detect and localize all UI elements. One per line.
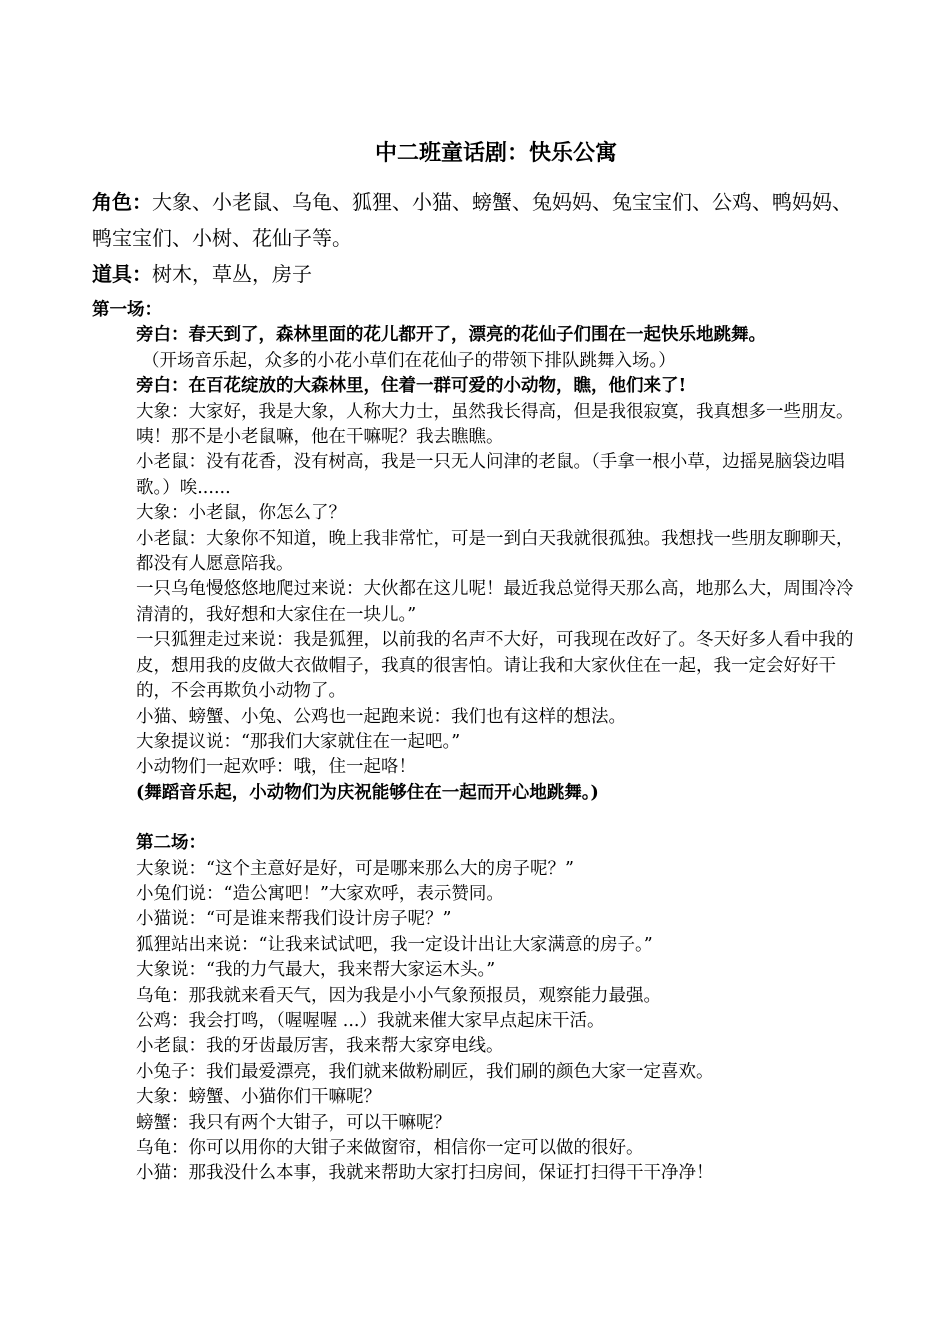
scene2-line: 大象说：“这个主意好是好，可是哪来那么大的房子呢？” xyxy=(136,858,574,879)
scene1-line: 旁白：春天到了，森林里面的花儿都开了，漂亮的花仙子们围在一起快乐地跳舞。 xyxy=(136,325,766,346)
props-paragraph xyxy=(92,256,862,292)
scene1-line: 小老鼠：没有花香，没有树高，我是一只无人问津的老鼠。（手拿一根小草，边摇晃脑袋边唱歌。）唉...... xyxy=(136,452,845,498)
roles-paragraph xyxy=(92,184,862,256)
script-body xyxy=(92,298,862,1187)
roles-text: 大象、小老鼠、乌龟、狐狸、小猫、螃蟹、兔妈妈、兔宝宝们、公鸡、鸭妈妈、鸭宝宝们、小树、花仙子等。 xyxy=(92,190,852,250)
scene2-line: 小猫：那我没什么本事，我就来帮助大家打扫房间，保证打扫得干干净净！ xyxy=(136,1163,714,1184)
scene1-line: 一只乌龟慢悠悠地爬过来说：大伙都在这儿呢！最近我总觉得天那么高，地那么大，周围冷冷清清的，我好想和大家住在一块儿。” xyxy=(136,579,854,625)
scene2-line: 乌龟：你可以用你的大钳子来做窗帘，相信你一定可以做的很好。 xyxy=(136,1138,644,1158)
document-title: 中二班童话剧：快乐公寓 xyxy=(374,140,617,166)
scene1-line: 旁白：在百花绽放的大森林里，住着一群可爱的小动物，瞧，他们来了! xyxy=(136,376,687,397)
scene1-line: （开场音乐起，众多的小花小草们在花仙子的带领下排队跳舞入场。） xyxy=(142,350,676,371)
scene1-heading: 第一场： xyxy=(92,300,162,320)
scene1-line: 大象：大家好，我是大象，人称大力士，虽然我长得高，但是我很寂寞，我真想多一些朋友。咦！那不是小老鼠嘛，他在干嘛呢？我去瞧瞧。 xyxy=(136,401,854,448)
scene1-line: 大象：小老鼠，你怎么了？ xyxy=(136,503,346,524)
scene2-line: 乌龟：那我就来看天气，因为我是小小气象预报员，观察能力最强。 xyxy=(136,985,661,1006)
scene2-line: 小老鼠：我的牙齿最厉害，我来帮大家穿电线。 xyxy=(136,1036,504,1057)
scene2-heading: 第二场： xyxy=(136,833,206,854)
scene1-line: 小老鼠：大象你不知道，晚上我非常忙，可是一到白天我就很孤独。我想找一些朋友聊聊天，都没有人愿意陪我。 xyxy=(136,528,854,575)
scene1-line: 小猫、螃蟹、小兔、公鸡也一起跑来说：我们也有这样的想法。 xyxy=(136,706,626,727)
props-label: 道具： xyxy=(92,262,152,286)
scene1-line: 大象提议说：“那我们大家就住在一起吧。” xyxy=(136,731,461,752)
scene2-line: 大象说：“我的力气最大，我来帮大家运木头。” xyxy=(136,960,496,981)
scene2-line: 小兔子：我们最爱漂亮，我们就来做粉刷匠，我们刷的颜色大家一定喜欢。 xyxy=(136,1061,714,1082)
scene2-line: 小猫说：“可是谁来帮我们设计房子呢？” xyxy=(136,909,452,930)
scene2-line: 狐狸站出来说：“让我来试试吧，我一定设计出让大家满意的房子。” xyxy=(136,934,653,955)
scene2-line: 小兔们说：“造公寓吧！”大家欢呼，表示赞同。 xyxy=(136,883,504,904)
scene2-line: 螃蟹：我只有两个大钳子，可以干嘛呢？ xyxy=(136,1112,451,1133)
props-text: 树木，草丛，房子 xyxy=(152,262,312,286)
roles-label: 角色： xyxy=(92,190,152,214)
scene2-line: 大象：螃蟹、小猫你们干嘛呢？ xyxy=(136,1087,381,1108)
scene1-line: 小动物们一起欢呼：哦，住一起咯！ xyxy=(136,757,416,778)
scene1-line: 一只狐狸走过来说：我是狐狸，以前我的名声不大好，可我现在改好了。冬天好多人看中我的皮，想用我的皮做大衣做帽子，我真的很害怕。请让我和大家伙住在一起，我一定会好好干的，不会再欺负小动物了。 xyxy=(136,630,854,702)
scene1-line: (舞蹈音乐起，小动物们为庆祝能够住在一起而开心地跳舞。) xyxy=(136,782,599,803)
scene2-line: 公鸡：我会打鸣，（喔喔喔 ...）我就来催大家早点起床干活。 xyxy=(136,1010,605,1031)
scene-gap xyxy=(92,806,862,831)
